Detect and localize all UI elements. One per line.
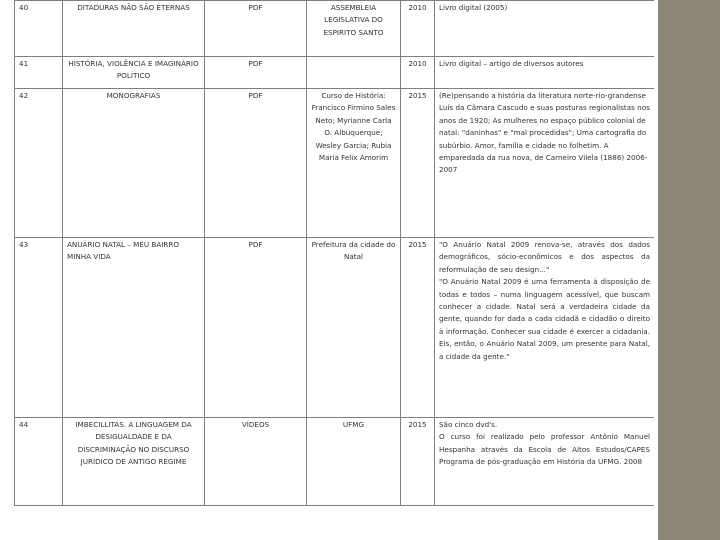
item-description	[435, 418, 655, 506]
description-line: (Re)pensando a história da literatura norte-rio-grandense Luís da Câmara Cascudo e suas posturas regionalistas nos anos de 1920; As mulheres no espaço público colonial de natal: "daninhas" e "mal procedidas"; Uma cartografia do subúrbio. Amor, família e cidade no folhetim. A emparedada da rua nova, de Carneiro Vilela (1886) 2006-2007	[439, 91, 650, 175]
item-number: 42	[15, 89, 63, 238]
item-title: DITADURAS NÃO SÃO ETERNAS	[63, 1, 205, 57]
item-title: IMBECILLITAS. A LINGUAGEM DA DESIGUALDADE E DA DISCRIMINAÇÃO NO DISCURSO JURÍDICO DE ANTIGO REGIME	[63, 418, 205, 506]
description-line: Livro digital (2005)	[439, 3, 508, 12]
description-line: Livro digital – artigo de diversos autores	[439, 59, 584, 68]
item-format: PDF	[205, 57, 307, 89]
table-row	[15, 418, 655, 506]
item-number: 44	[15, 418, 63, 506]
table-row	[15, 57, 655, 89]
item-description	[435, 238, 655, 418]
description-line: São cinco dvd's.	[439, 420, 498, 429]
description-line: "O Anuário Natal 2009 renova-se, através dos dados demográficos, sócio-econômicos e dos aspectos da reformulação de seu design..."	[439, 240, 650, 274]
item-year: 2015	[401, 418, 435, 506]
item-format: PDF	[205, 1, 307, 57]
item-author: ASSEMBLEIA LEGISLATIVA DO ESPIRITO SANTO	[307, 1, 401, 57]
item-year: 2015	[401, 238, 435, 418]
catalog-table-container	[14, 0, 654, 524]
item-title: ANUÁRIO NATAL – MEU BAIRRO MINHA VIDA	[63, 238, 205, 418]
item-description	[435, 1, 655, 57]
item-year: 2015	[401, 89, 435, 238]
table-row	[15, 1, 655, 57]
item-author: UFMG	[307, 418, 401, 506]
item-number: 41	[15, 57, 63, 89]
item-format: VÍDEOS	[205, 418, 307, 506]
item-format: PDF	[205, 89, 307, 238]
description-line: O curso foi realizado pelo professor Antônio Manuel Hespanha através da Escola de Altos Estudos/CAPES Programa de pós-graduação em História da UFMG. 2008	[439, 432, 650, 467]
item-title: MONOGRAFIAS	[63, 89, 205, 238]
item-author: Prefeitura da cidade do Natal	[307, 238, 401, 418]
item-description	[435, 89, 655, 238]
item-author	[307, 57, 401, 89]
item-format: PDF	[205, 238, 307, 418]
right-decorative-bar	[658, 0, 720, 540]
item-number: 43	[15, 238, 63, 418]
table-row	[15, 238, 655, 418]
item-description	[435, 57, 655, 89]
catalog-table	[14, 0, 654, 506]
item-number: 40	[15, 1, 63, 57]
item-year: 2010	[401, 57, 435, 89]
item-title: HISTÓRIA, VIOLÊNCIA E IMAGINÁRIO POLÍTICO	[63, 57, 205, 89]
table-row	[15, 89, 655, 238]
description-line: "O Anuário Natal 2009 é uma ferramenta à disposição de todas e todos – numa linguagem acessível, que buscam conhecer a cidade. Natal será a verdadeira cidade da gente, quando for dada a cada cidadã e cidadão o direito à informação. Conhecer sua cidade é exercer a cidadania. Eis, então, o Anuário Natal 2009, um presente para Natal, a cidade da gente."	[439, 277, 650, 361]
item-year: 2010	[401, 1, 435, 57]
item-author: Curso de História: Francisco Firmino Sales Neto; Myrianne Carla O. Albuquerque; Wesley Garcia; Rubia Maria Felix Amorim	[307, 89, 401, 238]
